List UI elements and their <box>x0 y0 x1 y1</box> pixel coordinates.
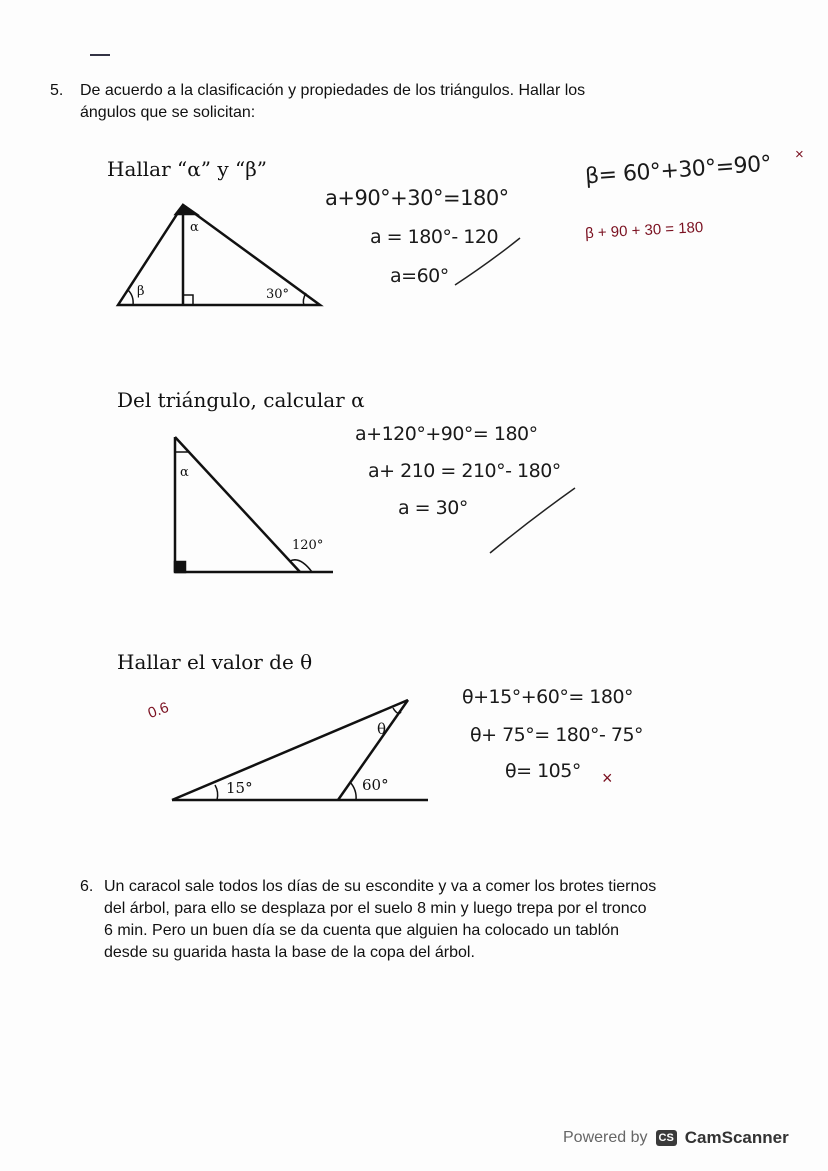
question-5-text-2: ángulos que se solicitan: <box>80 104 256 121</box>
angle-30-label: 30° <box>266 287 290 302</box>
alpha-label: α <box>180 465 189 480</box>
work-line: a = 180°- 120 <box>370 226 499 248</box>
check-marks <box>455 238 575 553</box>
question-6-number: 6. <box>80 878 94 895</box>
theta-label: θ <box>377 720 387 738</box>
work-line: a = 30° <box>398 497 468 519</box>
question-6-line: 6 min. Pero un buen día se da cuenta que alguien ha colocado un tablón <box>104 922 620 939</box>
wrong-mark: × <box>602 768 613 788</box>
alpha-label: α <box>190 220 199 235</box>
beta-label: β <box>137 284 145 299</box>
work-line: a+90°+30°=180° <box>325 186 509 210</box>
angle-15-label: 15° <box>226 779 253 797</box>
work-line: θ+ 75°= 180°- 75° <box>470 724 644 746</box>
camscanner-logo-icon: CS <box>656 1130 677 1146</box>
question-5-number: 5. <box>50 82 64 99</box>
angle-60-label: 60° <box>362 776 389 794</box>
camscanner-brand: CamScanner <box>684 1128 789 1147</box>
problem-3-title: Hallar el valor de θ <box>117 650 313 674</box>
work-line: θ= 105° <box>505 760 581 782</box>
triangle-1 <box>118 205 320 305</box>
score: 0.6 <box>145 698 172 723</box>
work-line: θ+15°+60°= 180° <box>462 686 634 708</box>
wrong-mark: × <box>795 146 804 163</box>
question-6-line: desde su guarida hasta la base de la copa del árbol. <box>104 944 475 961</box>
work-line: a=60° <box>390 265 449 287</box>
angle-120-label: 120° <box>292 538 324 553</box>
camscanner-watermark <box>563 1128 789 1148</box>
beta-work: β= 60°+30°=90° <box>584 151 772 190</box>
triangle-3 <box>172 700 428 800</box>
question-5-text: De acuerdo a la clasificación y propiedades de los triángulos. Hallar los <box>80 82 586 99</box>
powered-by-text: Powered by <box>563 1129 648 1146</box>
work-line: a+ 210 = 210°- 180° <box>368 460 561 482</box>
question-6-line: del árbol, para ello se desplaza por el suelo 8 min y luego trepa por el tronco <box>104 900 647 917</box>
work-line: a+120°+90°= 180° <box>355 423 538 445</box>
question-6-line: Un caracol sale todos los días de su escondite y va a comer los brotes tiernos <box>104 878 657 895</box>
problem-2-title: Del triángulo, calcular α <box>117 388 365 412</box>
problem-1-title: Hallar “α” y “β” <box>107 157 267 181</box>
beta-correction: β + 90 + 30 = 180 <box>584 218 704 243</box>
